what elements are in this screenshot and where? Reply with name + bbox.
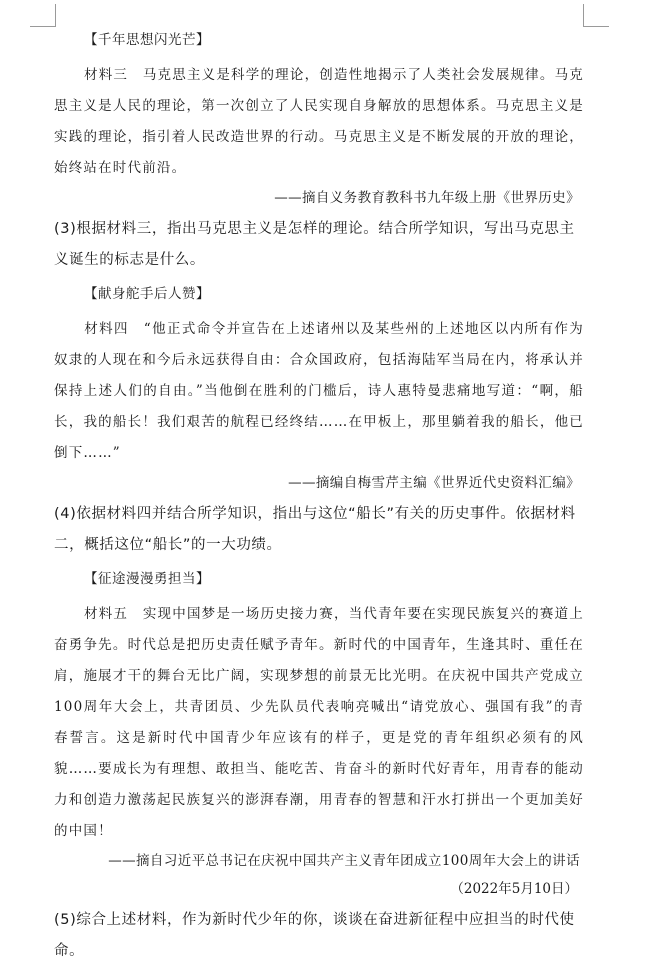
- material-text: 材料三 马克思主义是科学的理论，创造性地揭示了人类社会发展规律。马克思主义是人民的理论，第一次创立了人民实现自身解放的思想体系。马克思主义是实践的理论，指引着人民改造世界的行动。马克思主义是不断发展的开放的理论，始终站在时代前沿。: [54, 67, 584, 176]
- crop-mark-left-horizontal: [30, 26, 56, 27]
- question-3: (3)根据材料三，指出马克思主义是怎样的理论。结合所学知识，写出马克思主义诞生的标志是什么。: [54, 221, 575, 268]
- material-source: ——摘自义务教育教科书九年级上册《世界历史》: [274, 190, 580, 206]
- crop-mark-right-vertical: [583, 4, 584, 26]
- material-text: 材料四 “他正式命令并宣告在上述诸州以及某些州的上述地区以内所有作为奴隶的人现在和今后永远获得自由：合众国政府，包括海陆军当局在内，将承认并保持上述人们的自由。”当他倒在胜利的门槛后，诗人惠特曼悲痛地写道：“啊，船长，我的船长！我们艰苦的航程已经终结……在甲板上，那里躺着我的船长，他已倒下……”: [54, 321, 584, 461]
- question-4: (4)依据材料四并结合所学知识，指出与这位“船长”有关的历史事件。依据材料二，概括这位“船长”的一大功绩。: [54, 506, 576, 553]
- material-text: 材料五 实现中国梦是一场历史接力赛，当代青年要在实现民族复兴的赛道上奋勇争先。时代总是把历史责任赋予青年。新时代的中国青年，生逢其时、重任在肩，施展才干的舞台无比广阔，实现梦想的前景无比光明。在庆祝中国共产党成立100周年大会上，共青团员、少先队员代表响亮喊出“请党放心、强国有我”的青春誓言。这是新时代中国青少年应该有的样子，更是党的青年组织必须有的风貌……要成长为有理想、敢担当、能吃苦、肯奋斗的新时代好青年，用青春的能动力和创造力激荡起民族复兴的澎湃春潮，用青春的智慧和汗水打拼出一个更加美好的中国！: [54, 606, 584, 839]
- section-heading: 【征途漫漫勇担当】: [84, 571, 210, 587]
- crop-mark-left-vertical: [55, 4, 56, 26]
- material-paragraph: [54, 599, 584, 847]
- material-source: ——摘自习近平总书记在庆祝中国共产主义青年团成立100周年大会上的讲话: [108, 853, 580, 869]
- section-heading: 【献身舵手后人赞】: [84, 286, 210, 302]
- section-material-four: [54, 284, 584, 561]
- material-paragraph: [54, 314, 584, 469]
- section-heading: 【千年思想闪光芒】: [84, 32, 210, 48]
- question-5: (5)综合上述材料，作为新时代少年的你，谈谈在奋进新征程中应担当的时代使命。: [54, 912, 575, 959]
- speech-date: （2022年5月10日）: [450, 881, 578, 897]
- material-paragraph: [54, 60, 584, 184]
- crop-mark-right-horizontal: [583, 26, 609, 27]
- section-material-five: [54, 569, 584, 967]
- section-material-three: [54, 30, 584, 276]
- document-page: [54, 30, 584, 967]
- material-source: ——摘编自梅雪芹主编《世界近代史资料汇编》: [288, 475, 580, 491]
